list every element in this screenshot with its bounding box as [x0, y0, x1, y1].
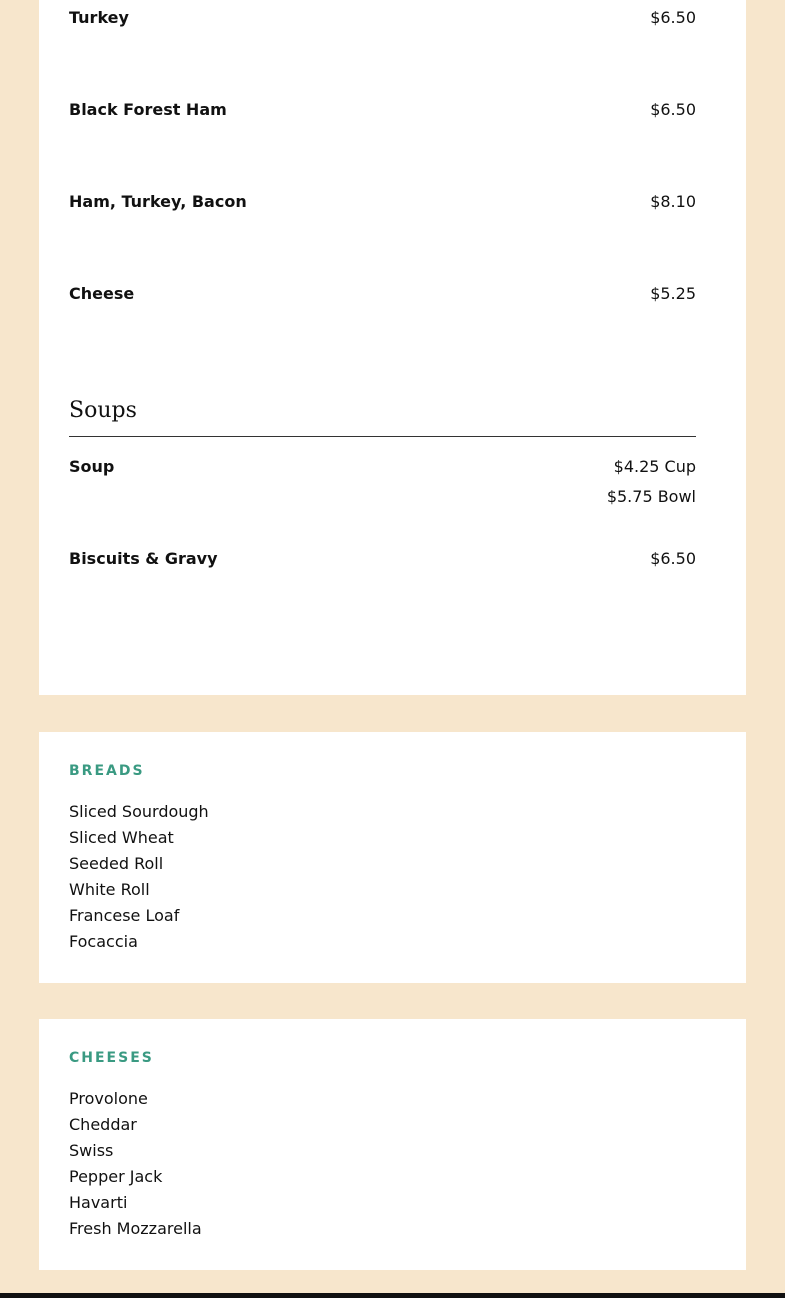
item-name: Biscuits & Gravy	[69, 549, 218, 568]
list-item: Cheddar	[69, 1115, 137, 1134]
list-item: Fresh Mozzarella	[69, 1219, 202, 1238]
menu-item-biscuits-gravy	[69, 549, 696, 569]
item-name: Black Forest Ham	[69, 100, 227, 119]
menu-item-black-forest-ham	[69, 100, 696, 120]
list-item: Sliced Wheat	[69, 828, 174, 847]
item-name: Soup	[69, 457, 115, 476]
menu-item-soup	[69, 457, 696, 517]
list-item: Pepper Jack	[69, 1167, 163, 1186]
cheeses-card	[39, 1019, 746, 1270]
list-item: Havarti	[69, 1193, 128, 1212]
breads-list	[69, 799, 209, 955]
item-price: $6.50	[650, 100, 696, 119]
footer-edge	[0, 1293, 785, 1298]
section-title-soups: Soups	[69, 398, 137, 423]
item-price: $6.50	[650, 549, 696, 568]
menu-item-cheese	[69, 284, 696, 304]
item-price-bowl: $5.75 Bowl	[606, 487, 696, 506]
section-divider	[69, 436, 696, 437]
breads-heading: BREADS	[69, 763, 145, 779]
item-price: $6.50	[650, 8, 696, 27]
item-price-group	[607, 457, 696, 517]
cheeses-heading: CHEESES	[69, 1050, 154, 1066]
item-price: $8.10	[650, 192, 696, 211]
menu-item-turkey	[69, 8, 696, 28]
list-item: Sliced Sourdough	[69, 802, 209, 821]
list-item: Seeded Roll	[69, 854, 164, 873]
breads-card	[39, 732, 746, 983]
list-item: Focaccia	[69, 932, 138, 951]
item-price-cup: $4.25 Cup	[613, 457, 696, 476]
menu-item-ham-turkey-bacon	[69, 192, 696, 212]
cheeses-list	[69, 1086, 202, 1242]
list-item: Francese Loaf	[69, 906, 180, 925]
item-name: Cheese	[69, 284, 135, 303]
list-item: Swiss	[69, 1141, 114, 1160]
list-item: Provolone	[69, 1089, 148, 1108]
item-price: $5.25	[650, 284, 696, 303]
list-item: White Roll	[69, 880, 150, 899]
menu-card	[39, 0, 746, 695]
item-name: Ham, Turkey, Bacon	[69, 192, 247, 211]
item-name: Turkey	[69, 8, 129, 27]
